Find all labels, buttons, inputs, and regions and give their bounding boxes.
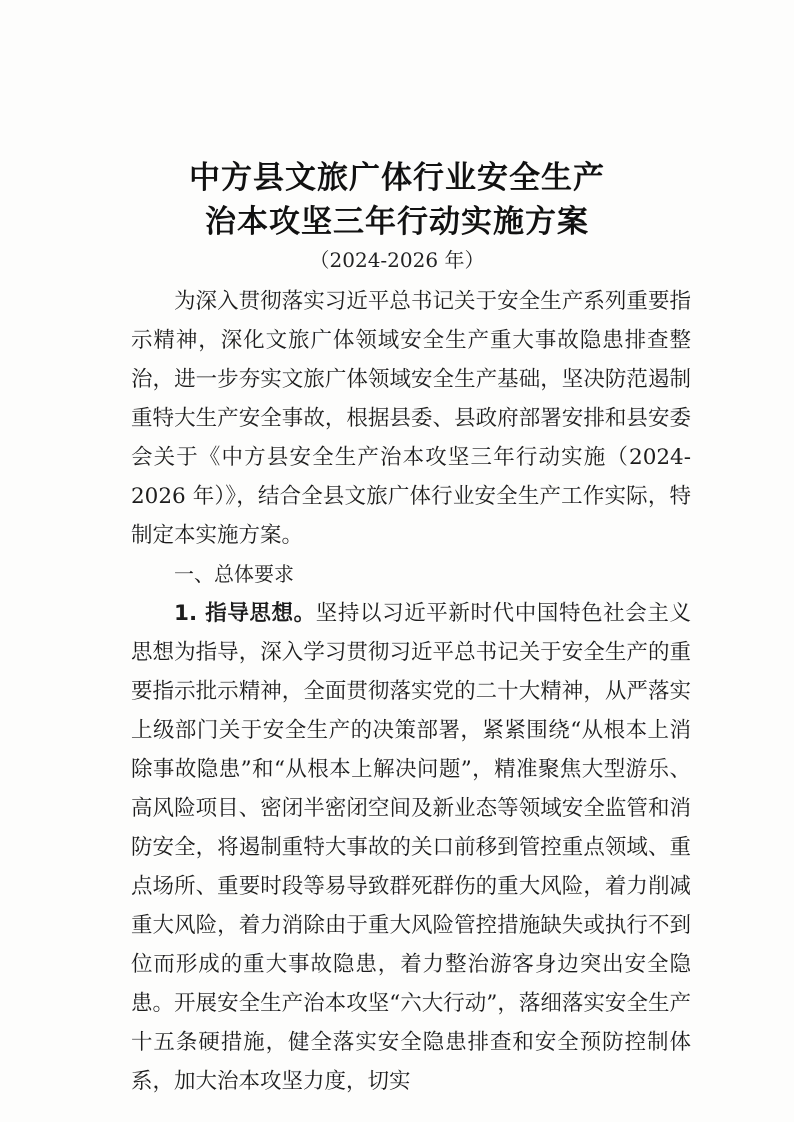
document-title-line-1: 中方县文旅广体行业安全生产 bbox=[189, 160, 605, 196]
item-guiding-ideology-text: 坚持以习近平新时代中国特色社会主义思想为指导，深入学习贯彻习近平总书记关于安全生产的重要指示批示精神，全面贯彻落实党的二十大精神，从严落实上级部门关于安全生产的决策部署，紧紧围绕“从根本上消除事故隐患”和“从根本上解决问题”，精准聚焦大型游乐、高风险项目、密闭半密闭空间及新业态等领域安全监管和消防安全，将遏制重特大事故的关口前移到管控重点领域、重点场所、重要时段等易导致群死群伤的重大风险，着力削减重大风险，着力消除由于重大风险管控措施缺失或执行不到位而形成的重大事故隐患，着力整治游客身边突出安全隐患。开展安全生产治本攻坚“六大行动”，落细落实安全生产十五条硬措施，健全落实安全隐患排查和安全预防控制体系，加大治本攻坚力度，切实 bbox=[131, 601, 691, 1094]
item-guiding-ideology-lead: 1. 指导思想。 bbox=[174, 601, 316, 626]
item-guiding-ideology-paragraph bbox=[131, 594, 691, 1101]
document-body bbox=[131, 282, 691, 1101]
intro-paragraph: 为深入贯彻落实习近平总书记关于安全生产系列重要指示精神，深化文旅广体领域安全生产重大事故隐患排查整治，进一步夯实文旅广体领域安全生产基础，坚决防范遏制重特大生产安全事故，根据县委、县政府部署安排和县安委会关于《中方县安全生产治本攻坚三年行动实施（2024-2026 年）》，结合全县文旅广体行业安全生产工作实际，特制定本实施方案。 bbox=[131, 289, 691, 548]
document-subtitle-years: （2024-2026 年） bbox=[309, 248, 485, 272]
section-heading-general-requirements: 一、总体要求 bbox=[174, 562, 294, 586]
document-title-line-2: 治本攻坚三年行动实施方案 bbox=[205, 204, 589, 240]
